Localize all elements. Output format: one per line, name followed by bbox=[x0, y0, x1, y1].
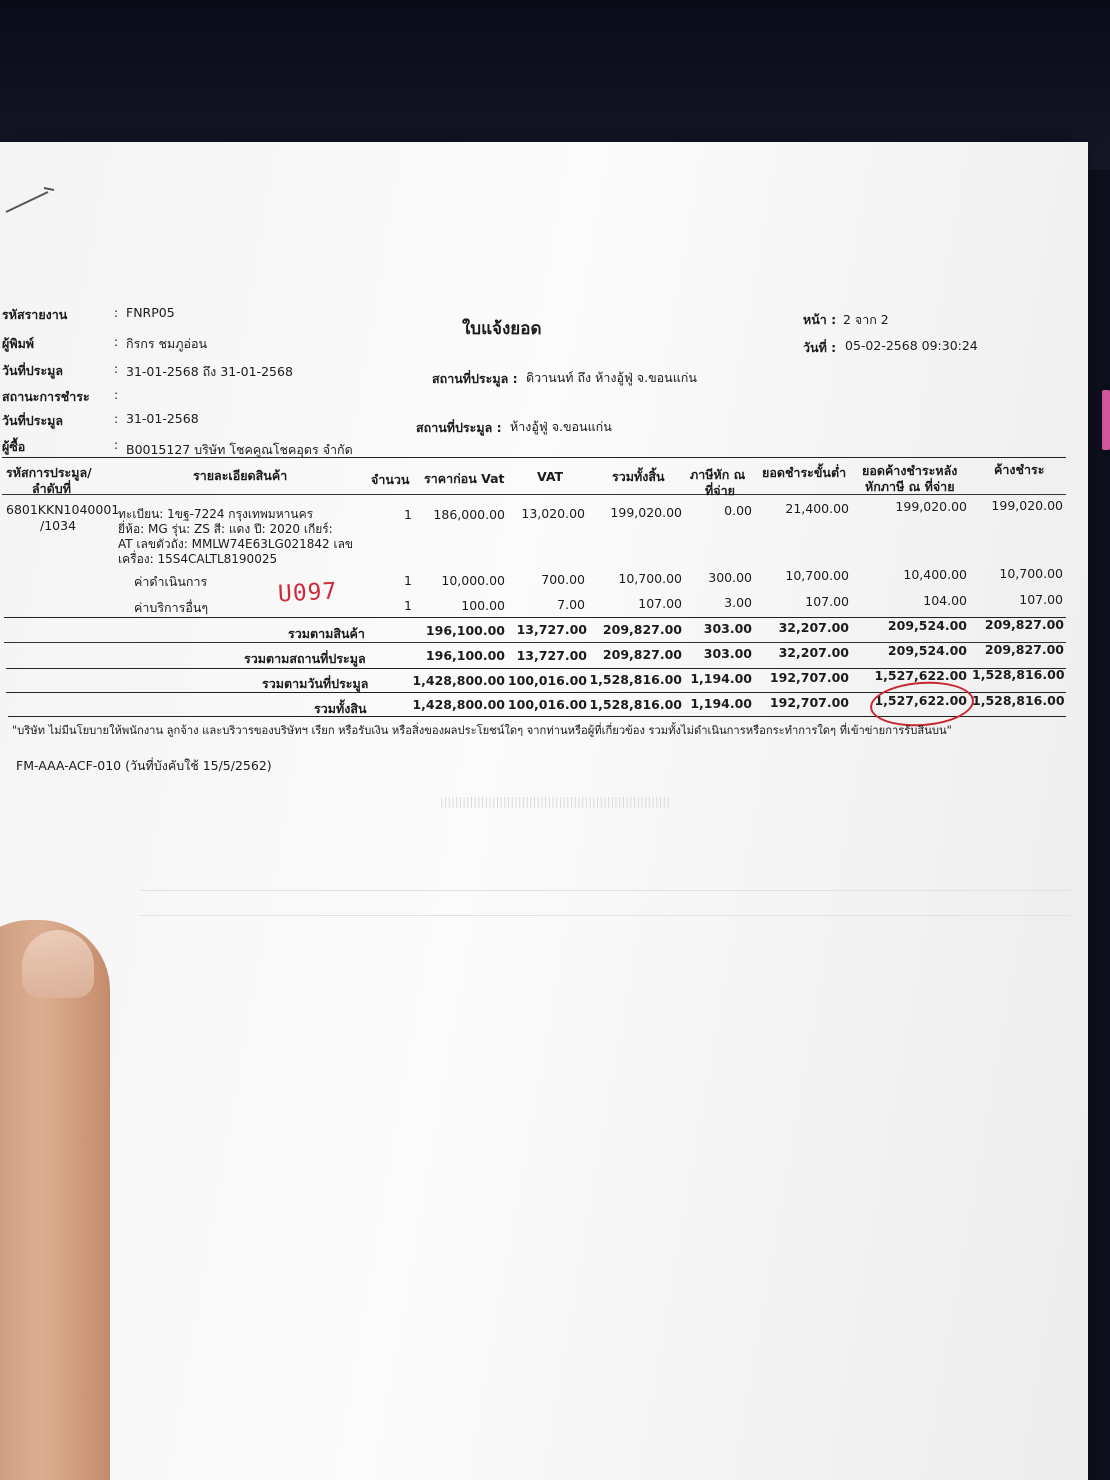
report-code-label: รหัสรายงาน bbox=[2, 307, 68, 322]
row3-outstanding-after: 104.00 bbox=[923, 593, 967, 608]
colon: : bbox=[114, 387, 119, 402]
subtotal2-vat: 13,727.00 bbox=[516, 648, 587, 663]
col-code-header-1: รหัสการประมูล/ bbox=[6, 465, 92, 480]
row2-total: 10,700.00 bbox=[618, 571, 682, 586]
payment-status-label: สถานะการชำระ bbox=[2, 389, 90, 404]
report-code-value: FNRP05 bbox=[126, 305, 175, 320]
col-outstanding-after-header-2: หักภาษี ณ ที่จ่าย bbox=[865, 479, 955, 494]
subtotal1-outstanding: 209,827.00 bbox=[984, 617, 1064, 632]
row1-wht: 0.00 bbox=[724, 503, 752, 518]
subtotal1-total: 209,827.00 bbox=[602, 622, 682, 637]
subtotal3-outstanding-after: 1,527,622.00 bbox=[874, 668, 967, 683]
row1-vat: 13,020.00 bbox=[521, 506, 585, 521]
subtotal3-label: รวมตามวันที่ประมูล bbox=[262, 676, 369, 691]
colon: : bbox=[114, 334, 119, 349]
grand-total-outstanding: 1,528,816.00 bbox=[972, 693, 1065, 708]
col-total-header: รวมทั้งสิ้น bbox=[612, 469, 665, 484]
subtotal2-outstanding: 209,827.00 bbox=[984, 642, 1064, 657]
subtotal2-label: รวมตามสถานที่ประมูล bbox=[244, 651, 366, 666]
venue-range-value: ดิวานนท์ ถึง ห้างอู้ฟู่ จ.ขอนแก่น bbox=[526, 370, 697, 385]
subtotal3-total: 1,528,816.00 bbox=[589, 672, 682, 687]
row1-minpay: 21,400.00 bbox=[785, 501, 849, 516]
row3-total: 107.00 bbox=[638, 596, 682, 611]
colon: : bbox=[114, 305, 119, 320]
grand-total-total: 1,528,816.00 bbox=[589, 697, 682, 712]
show-through-text: |||||||||||||||||||||||||||||||||||||||||||||||||||||||||||||| bbox=[440, 795, 670, 808]
printed-by-label: ผู้พิมพ์ bbox=[2, 336, 35, 351]
row2-minpay: 10,700.00 bbox=[785, 568, 849, 583]
table-top-rule bbox=[2, 457, 1066, 458]
row2-wht: 300.00 bbox=[708, 570, 752, 585]
handwritten-note: U097 bbox=[277, 578, 339, 608]
row2-vat: 700.00 bbox=[541, 572, 585, 587]
auction-date-value: 31-01-2568 ถึง 31-01-2568 bbox=[126, 364, 293, 379]
thumbnail bbox=[22, 930, 94, 998]
subtotal3-outstanding: 1,528,816.00 bbox=[972, 667, 1065, 682]
date-value: 05-02-2568 09:30:24 bbox=[845, 338, 978, 353]
subtotal3-vat: 100,016.00 bbox=[507, 673, 587, 688]
venue-value: ห้างอู้ฟู่ จ.ขอนแก่น bbox=[510, 419, 612, 434]
col-outstanding-header: ค้างชำระ bbox=[994, 462, 1045, 477]
colon: : bbox=[114, 411, 119, 426]
subtotal1-vat: 13,727.00 bbox=[516, 622, 587, 637]
show-through-rule bbox=[140, 915, 1070, 916]
col-vat-header: VAT bbox=[537, 469, 564, 484]
col-wht-header-1: ภาษีหัก ณ bbox=[690, 467, 746, 482]
subtotal2-wht: 303.00 bbox=[703, 646, 752, 661]
subtotal2-total: 209,827.00 bbox=[602, 647, 682, 662]
auction-date2-label: วันที่ประมูล bbox=[2, 413, 64, 428]
row3-wht: 3.00 bbox=[724, 595, 752, 610]
auction-date2-value: 31-01-2568 bbox=[126, 411, 199, 426]
col-code-header-2: ลำดับที่ bbox=[32, 481, 71, 496]
row1-prevat: 186,000.00 bbox=[433, 507, 505, 522]
col-minpay-header: ยอดชำระขั้นต่ำ bbox=[762, 465, 847, 480]
auction-date-label: วันที่ประมูล bbox=[2, 363, 64, 378]
page-value: 2 จาก 2 bbox=[843, 312, 889, 327]
row1-code-2: /1034 bbox=[40, 518, 77, 533]
row3-minpay: 107.00 bbox=[805, 594, 849, 609]
row2-outstanding-after: 10,400.00 bbox=[903, 567, 967, 582]
buyer-label: ผู้ซื้อ bbox=[2, 439, 26, 454]
row3-qty: 1 bbox=[404, 598, 412, 613]
form-code: FM-AAA-ACF-010 (วันที่บังคับใช้ 15/5/2562) bbox=[16, 758, 272, 773]
buyer-value: B0015127 บริษัท โชคคูณโชคอุดร จำกัด bbox=[126, 442, 353, 457]
subtotal1-outstanding-after: 209,524.00 bbox=[887, 618, 967, 633]
row1-total: 199,020.00 bbox=[610, 505, 682, 520]
row1-detail-2: ยี่ห้อ: MG รุ่น: ZS สี: แดง ปี: 2020 เกียร์: bbox=[118, 522, 333, 536]
row1-outstanding-after: 199,020.00 bbox=[895, 499, 967, 514]
thumb bbox=[0, 920, 110, 1480]
printed-by-value: กิรกร ชมภูอ่อน bbox=[126, 336, 208, 351]
subtotal3-prevat: 1,428,800.00 bbox=[412, 673, 505, 688]
row1-detail-3: AT เลขตัวถัง: MMLW74E63LG021842 เลข bbox=[118, 537, 354, 551]
col-detail-header: รายละเอียดสินค้า bbox=[193, 468, 288, 483]
subtotal1-wht: 303.00 bbox=[703, 621, 752, 636]
pink-object-edge bbox=[1102, 390, 1110, 450]
row2-outstanding: 10,700.00 bbox=[999, 566, 1063, 581]
date-label: วันที่ : bbox=[803, 340, 837, 355]
subtotal2-outstanding-after: 209,524.00 bbox=[887, 643, 967, 658]
subtotal1-prevat: 196,100.00 bbox=[425, 623, 505, 638]
col-wht-header-2: ที่จ่าย bbox=[705, 483, 735, 498]
row1-code-1: 6801KKN1040001 bbox=[6, 502, 120, 517]
col-prevat-header: ราคาก่อน Vat bbox=[424, 471, 505, 486]
grand-total-minpay: 192,707.00 bbox=[769, 695, 849, 710]
row1-qty: 1 bbox=[404, 507, 412, 522]
document-title: ใบแจ้งยอด bbox=[462, 319, 542, 339]
grand-total-outstanding-after: 1,527,622.00 bbox=[874, 693, 967, 708]
col-outstanding-after-header-1: ยอดค้างชำระหลัง bbox=[862, 463, 958, 478]
subtotal3-minpay: 192,707.00 bbox=[769, 670, 849, 685]
colon: : bbox=[114, 361, 119, 376]
row3-vat: 7.00 bbox=[557, 597, 585, 612]
show-through-rule bbox=[140, 890, 1070, 891]
subtotal1-label: รวมตามสินค้า bbox=[288, 626, 365, 641]
row3-detail: ค่าบริการอื่นๆ bbox=[134, 600, 209, 615]
row2-qty: 1 bbox=[404, 573, 412, 588]
grand-total-wht: 1,194.00 bbox=[690, 696, 752, 711]
disclaimer-text: "บริษัท ไม่มีนโยบายให้พนักงาน ลูกจ้าง และบริวารของบริษัทฯ เรียก หรือรับเงิน หรือสิ่งของผลประโยชน์ใดๆ จากท่านหรือผู้ที่เกี่ยวข้อง รวมทั้งไม่ดำเนินการหรือกระทำการใดๆ ที่เข้าข่ายการรับสินบน" bbox=[12, 724, 952, 737]
subtotal2-minpay: 32,207.00 bbox=[778, 645, 849, 660]
grand-total-prevat: 1,428,800.00 bbox=[412, 697, 505, 712]
pen-stroke-mark bbox=[4, 184, 56, 216]
row1-outstanding: 199,020.00 bbox=[991, 498, 1063, 513]
col-qty-header: จำนวน bbox=[371, 472, 410, 487]
page-label: หน้า : bbox=[803, 312, 837, 327]
venue-label: สถานที่ประมูล : bbox=[416, 420, 502, 435]
row3-prevat: 100.00 bbox=[461, 598, 505, 613]
grand-total-vat: 100,016.00 bbox=[507, 697, 587, 712]
grand-total-label: รวมทั้งสิน bbox=[314, 701, 367, 716]
subtotal1-minpay: 32,207.00 bbox=[778, 620, 849, 635]
subtotal2-prevat: 196,100.00 bbox=[425, 648, 505, 663]
row2-prevat: 10,000.00 bbox=[441, 573, 505, 588]
row1-detail-4: เครื่อง: 15S4CALTL8190025 bbox=[118, 552, 278, 566]
row2-detail: ค่าดำเนินการ bbox=[134, 574, 208, 589]
venue-range-label: สถานที่ประมูล : bbox=[432, 371, 518, 386]
row1-detail-1: ทะเบียน: 1ขฐ-7224 กรุงเทพมหานคร bbox=[118, 507, 314, 521]
colon: : bbox=[114, 437, 119, 452]
subtotal3-wht: 1,194.00 bbox=[690, 671, 752, 686]
row3-outstanding: 107.00 bbox=[1019, 592, 1063, 607]
